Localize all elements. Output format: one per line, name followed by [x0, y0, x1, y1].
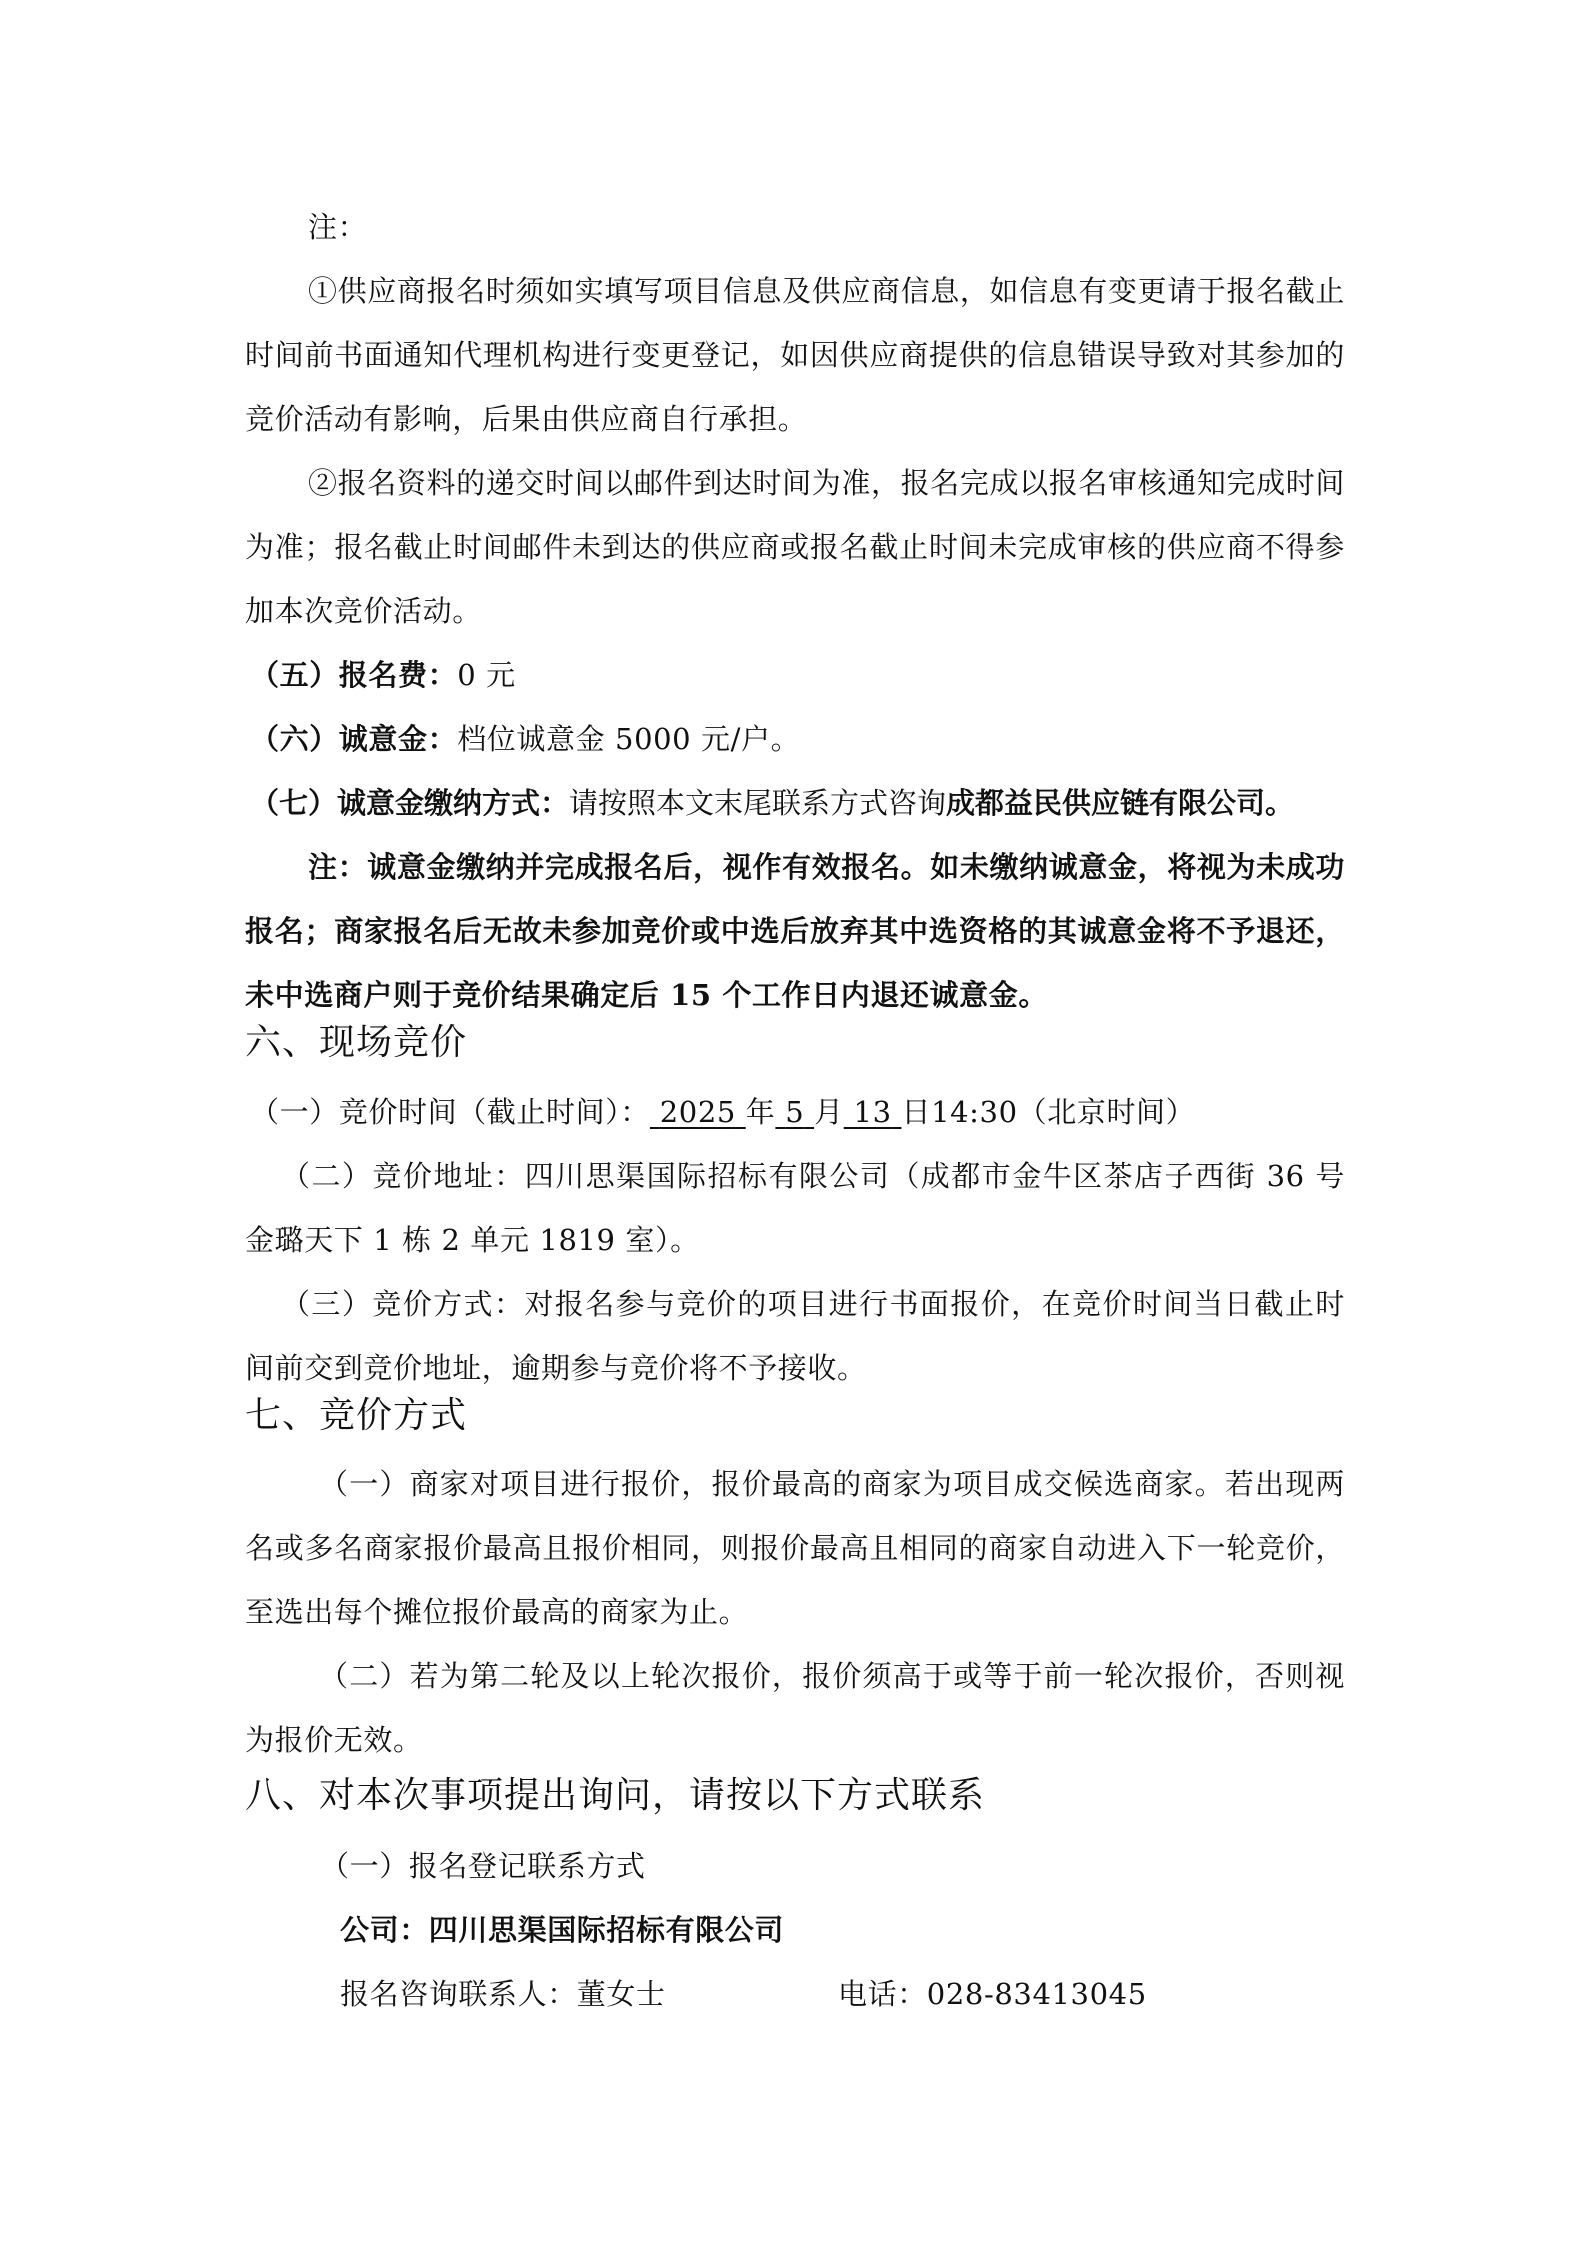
- registration-fee: [250, 643, 516, 707]
- section7-paragraph-1: （一）商家对项目进行报价，报价最高的商家为项目成交候选商家。若出现两名或多名商家报价最高且报价相同，则报价最高且相同的商家自动进入下一轮竞价，至选出每个摊位报价最高的商家为止。: [245, 1467, 1345, 1629]
- note-item-2: ②报名资料的递交时间以邮件到达时间为准，报名完成以报名审核通知完成时间为准；报名截止时间邮件未到达的供应商或报名截止时间未完成审核的供应商不得参加本次竞价活动。: [245, 466, 1345, 628]
- auction-month: [775, 1095, 814, 1129]
- auction-day: [844, 1095, 902, 1129]
- auction-year: [650, 1095, 746, 1129]
- note-item-1: ①供应商报名时须如实填写项目信息及供应商信息，如信息有变更请于报名截止时间前书面通知代理机构进行变更登记，如因供应商提供的信息错误导致对其参加的竞价活动有影响，后果由供应商自行承担。: [245, 274, 1345, 436]
- contact-company: 公司：四川思渠国际招标有限公司: [340, 1913, 785, 1947]
- section7-title: 七、竞价方式: [245, 1395, 468, 1436]
- section7-paragraph-2: （二）若为第二轮及以上轮次报价，报价须高于或等于前一轮次报价，否则视为报价无效。: [245, 1659, 1345, 1757]
- auction-month-unit: 月: [814, 1095, 844, 1129]
- auction-year-unit: 年: [745, 1095, 776, 1129]
- auction-address: （二）竞价地址：四川思渠国际招标有限公司（成都市金牛区茶店子西街 36 号金璐天下 1 栋 2 单元 1819 室）。: [245, 1159, 1345, 1257]
- deposit-payment-text: 请按照本文末尾联系方式咨询: [569, 786, 947, 820]
- registration-fee-value: 0 元: [457, 658, 516, 692]
- deposit-note: 注：诚意金缴纳并完成报名后，视作有效报名。如未缴纳诚意金，将视为未成功报名；商家报名后无故未参加竞价或中选后放弃其中选资格的其诚意金将不予退还，未中选商户则于竞价结果确定后 15 个工作日内退还诚意金。: [245, 850, 1345, 1012]
- deposit-payment: [250, 771, 1294, 835]
- contact-phone: 电话：028-83413045: [838, 1977, 1147, 2011]
- auction-day-value: 13: [853, 1095, 892, 1129]
- auction-time: [250, 1080, 1195, 1144]
- auction-month-value: 5: [785, 1095, 805, 1129]
- contact-person: 报名咨询联系人：董女士: [340, 1977, 666, 2011]
- registration-fee-label: （五）报名费：: [250, 658, 458, 692]
- auction-year-value: 2025: [659, 1095, 736, 1129]
- note-label: 注：: [308, 210, 368, 244]
- deposit-payment-label: （七）诚意金缴纳方式：: [250, 786, 570, 820]
- auction-time-prefix: （一）竞价时间（截止时间）：: [250, 1095, 650, 1129]
- deposit-payment-company: 成都益民供应链有限公司。: [946, 786, 1295, 820]
- section8-title: 八、对本次事项提出询问，请按以下方式联系: [245, 1775, 986, 1816]
- deposit-label: （六）诚意金：: [250, 722, 458, 756]
- auction-day-unit: 日: [901, 1095, 932, 1129]
- deposit-value: 档位诚意金 5000 元/户。: [457, 722, 801, 756]
- auction-time-rest: 14:30（北京时间）: [931, 1095, 1196, 1129]
- auction-method: （三）竞价方式：对报名参与竞价的项目进行书面报价，在竞价时间当日截止时间前交到竞价地址，逾期参与竞价将不予接收。: [245, 1287, 1345, 1385]
- section6-title: 六、现场竞价: [245, 1022, 468, 1063]
- section8-sub1: （一）报名登记联系方式: [320, 1849, 646, 1883]
- deposit: [250, 707, 800, 771]
